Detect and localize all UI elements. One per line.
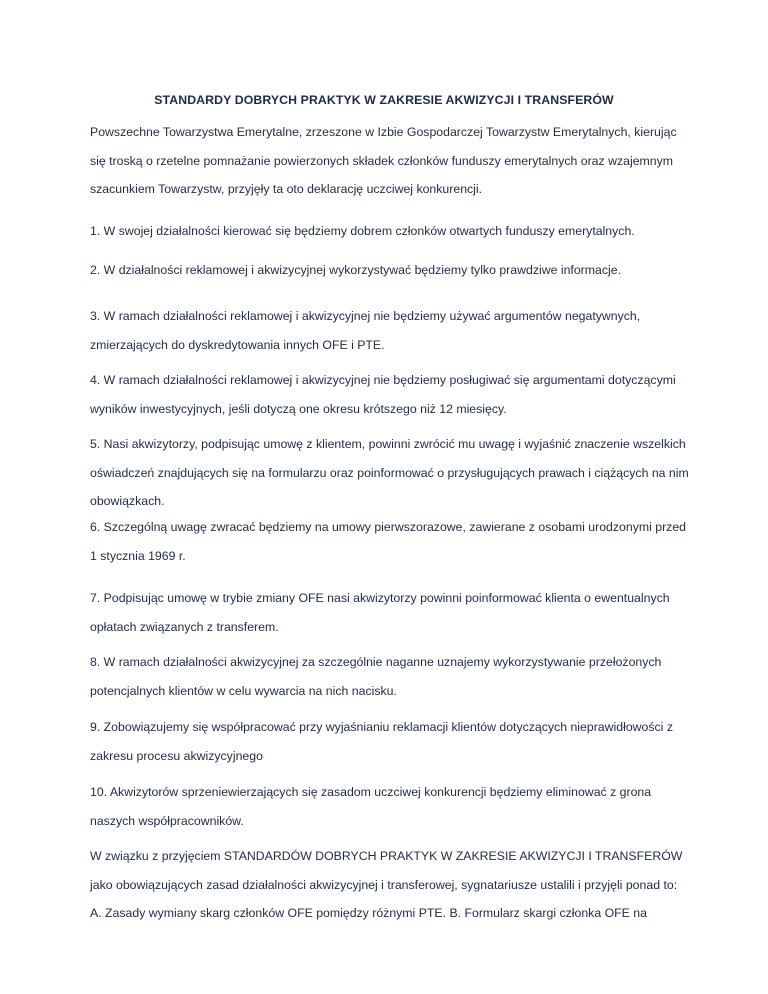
point-7: 7. Podpisując umowę w trybie zmiany OFE nasi akwizytorzy powinni poinformować klienta o ewentualnych opłatach związanych z transferem. xyxy=(90,591,670,634)
point-2: 2. W działalności reklamowej i akwizycyjnej wykorzystywać będziemy tylko prawdziwe informacje. xyxy=(90,263,621,277)
point-3: 3. W ramach działalności reklamowej i akwizycyjnej nie będziemy używać argumentów negatywnych, zmierzających do dyskredytowania innych OFE i PTE. xyxy=(90,309,641,352)
point-9: 9. Zobowiązujemy się współpracować przy wyjaśnianiu reklamacji klientów dotyczących nieprawidłowości z zakresu procesu akwizycyjnego xyxy=(90,720,673,763)
point-6: 6. Szczególną uwagę zwracać będziemy na umowy pierwszorazowe, zawierane z osobami urodzonymi przed 1 stycznia 1969 r. xyxy=(90,520,686,563)
point-5: 5. Nasi akwizytorzy, podpisując umowę z klientem, powinni zwrócić mu uwagę i wyjaśnić znaczenie wszelkich oświadczeń znajdujących się na formularzu oraz poinformować o przysługujących prawach i ciążących na nim obowiązkach. xyxy=(90,437,689,509)
closing-paragraph: W związku z przyjęciem STANDARDÓW DOBRYCH PRAKTYK W ZAKRESIE AKWIZYCJI I TRANSFERÓW jako obowiązujących zasad działalności akwizycyjnej i transferowej, sygnatariusze ustalili i przyjęli ponad to: A. Zasady wymiany skarg członków OFE pomiędzy różnymi PTE. B. Formularz skargi członka OFE na xyxy=(90,849,683,921)
document-title: STANDARDY DOBRYCH PRAKTYK W ZAKRESIE AKWIZYCJI I TRANSFERÓW xyxy=(154,93,614,107)
point-8: 8. W ramach działalności akwizycyjnej za szczególnie naganne uznajemy wykorzystywanie przełożonych potencjalnych klientów w celu wywarcia na nich nacisku. xyxy=(90,655,662,698)
intro-paragraph: Powszechne Towarzystwa Emerytalne, zrzeszone w Izbie Gospodarczej Towarzystw Emerytalnych, kierując się troską o rzetelne pomnażanie powierzonych składek członków funduszy emerytalnych oraz wzajemnym szacunkiem Towarzystw, przyjęły ta oto deklarację uczciwej konkurencji. xyxy=(90,125,677,197)
point-1: 1. W swojej działalności kierować się będziemy dobrem członków otwartych funduszy emerytalnych. xyxy=(90,224,635,238)
point-10: 10. Akwizytorów sprzeniewierzających się zasadom uczciwej konkurencji będziemy eliminować z grona naszych współpracowników. xyxy=(90,785,652,828)
point-4: 4. W ramach działalności reklamowej i akwizycyjnej nie będziemy posługiwać się argumentami dotyczącymi wyników inwestycyjnych, jeśli dotyczą one okresu krótszego niż 12 miesięcy. xyxy=(90,373,676,416)
